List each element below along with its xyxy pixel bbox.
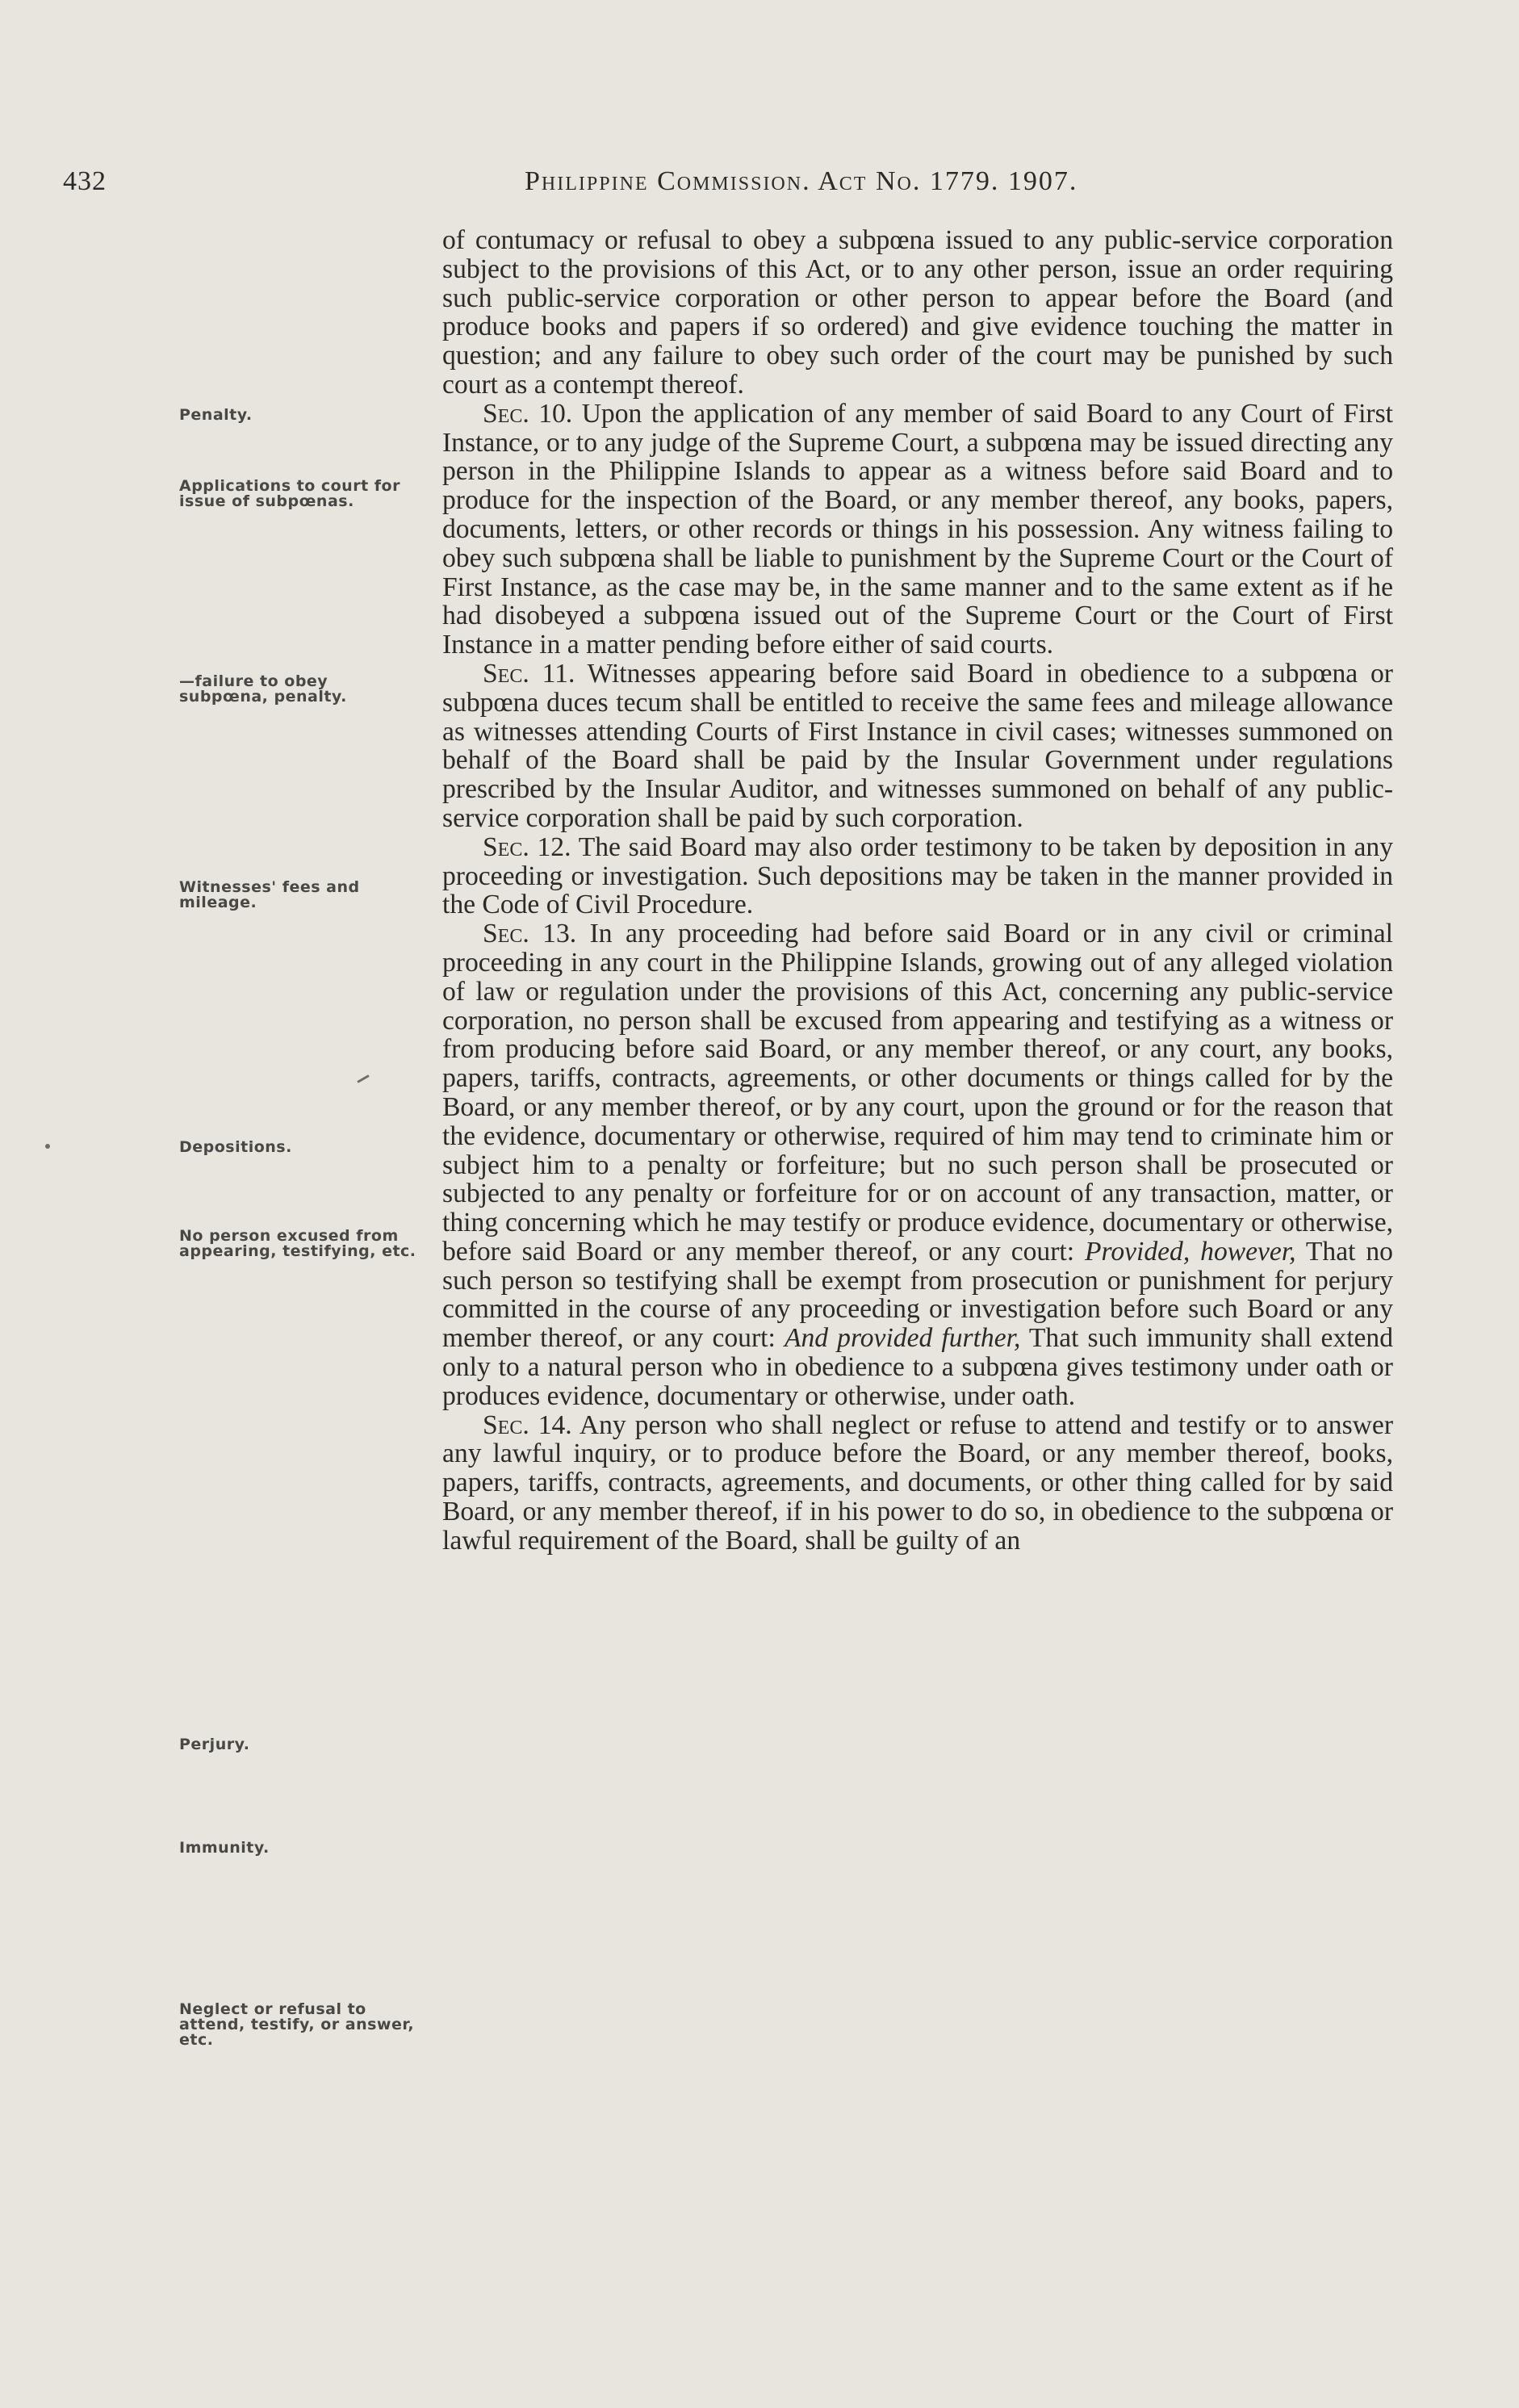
section-text: The said Board may also order testimony to be taken by deposition in any proceeding or investigation. Such depositions may be taken in the manner provided in the Code of Civil Procedure. [442, 831, 1394, 920]
margin-note-applications: Applications to court for issue of subpœnas. [179, 477, 400, 510]
page-mark [357, 1074, 369, 1083]
page-header [63, 166, 1387, 215]
section-12 [442, 833, 1393, 919]
margin-note-depositions: Depositions. [179, 1138, 292, 1156]
page-speck [45, 1144, 50, 1149]
section-text: Upon the application of any member of said Board to any Court of First Instance, or to any judge of the Supreme Court, a subpœna may be issued directing any person in the Philippine Islands to appear as a witness before said Board and to produce for the inspection of the Board, or any member thereof, any books, papers, documents, letters, or other records or things in his possession. Any witness failing to obey such subpœna shall be liable to punishment by the Supreme Court or the Court of First Instance, as the case may be, in the same manner and to the same extent as if he had disobeyed a subpœna issued out of the Supreme Court or the Court of First Instance in a matter pending before either of said courts. [442, 398, 1393, 660]
paragraph-text: of contumacy or refusal to obey a subpœna issued to any public-service corporation subject to the provisions of this Act, or to any other person, issue an order requiring such public-service corporation or other person to appear before the Board (and produce books and papers if so ordered) and give evidence touching the matter in question; and any failure to obey such order of the court may be punished by such court as a contempt thereof. [442, 225, 1393, 400]
section-14 [442, 1411, 1393, 1556]
section-text: That no such person so testifying shall be exempt from prosecution or punishment for perjury committed in the course of any proceeding or investigation before such Board or any member thereof, or any court: [442, 1236, 1393, 1354]
section-11 [442, 660, 1393, 833]
margin-note-no-person-excused: No person excused from appearing, testifying, etc. [179, 1227, 416, 1260]
margin-note-immunity: Immunity. [179, 1839, 270, 1857]
section-10 [442, 400, 1393, 660]
section-text: Witnesses appearing before said Board in obedience to a subpœna or subpœna duces tecum shall be entitled to receive the same fees and mileage allowance as witnesses attending Courts of First Instance in civil cases; witnesses summoned on behalf of the Board shall be paid by the Insular Government under regulations prescribed by the Insular Auditor, and witnesses summoned on behalf of any public-service corporation shall be paid by such corporation. [442, 658, 1393, 833]
page-number: 432 [63, 166, 107, 196]
section-label: Sec. 11. [483, 658, 575, 689]
margin-note-witnesses-fees: Witnesses' fees and mileage. [179, 878, 360, 911]
section-label: Sec. 14. [483, 1409, 572, 1440]
paragraph-continuation [442, 226, 1393, 400]
margin-note-penalty: Penalty. [179, 406, 253, 424]
section-label: Sec. 13. [483, 919, 577, 949]
section-13 [442, 919, 1393, 1411]
section-label: Sec. 12. [483, 831, 571, 862]
section-text: Any person who shall neglect or refuse to attend and testify or to answer any lawful inquiry, or to produce before the Board, or any member thereof, books, papers, tariffs, contracts, agreements, and documents, or other thing called for by said Board, or any member thereof, if in his power to do so, in obedience to the subpœna or lawful requirement of the Board, shall be guilty of an [442, 1409, 1393, 1556]
margin-note-neglect: Neglect or refusal to attend, testify, or answer, etc. [179, 2000, 415, 2049]
proviso-phrase: And provided further, [784, 1323, 1021, 1354]
running-head: Philippine Commission. Act No. 1779. 1907. [525, 166, 1078, 196]
body-text [442, 226, 1393, 1556]
proviso-phrase: Provided, however, [1084, 1236, 1296, 1267]
margin-note-failure: —failure to obey subpœna, penalty. [179, 672, 347, 706]
margin-note-perjury: Perjury. [179, 1736, 250, 1753]
section-text: In any proceeding had before said Board or in any civil or criminal proceeding in any court in the Philippine Islands, growing out of any alleged violation of law or regulation under the provisions of this Act, concerning any public-service corporation, no person shall be excused from appearing and testifying as a witness or from producing before said Board, or any member thereof, or any court, any books, papers, tariffs, contracts, agreements, or other documents or things called for by the Board, or any member thereof, or by any court, upon the ground or for the reason that the evidence, documentary or otherwise, required of him may tend to criminate him or subject him to a penalty or forfeiture; but no such person shall be prosecuted or subjected to any penalty or forfeiture for or on account of any transaction, matter, or thing concerning which he may testify or produce evidence, documentary or otherwise, before said Board or any member thereof, or any court: [442, 919, 1393, 1267]
section-label: Sec. 10. [483, 398, 573, 429]
section-text: That such immunity shall extend only to a natural person who in obedience to a subpœna gives testimony under oath or produces evidence, documentary or otherwise, under oath. [442, 1323, 1394, 1411]
